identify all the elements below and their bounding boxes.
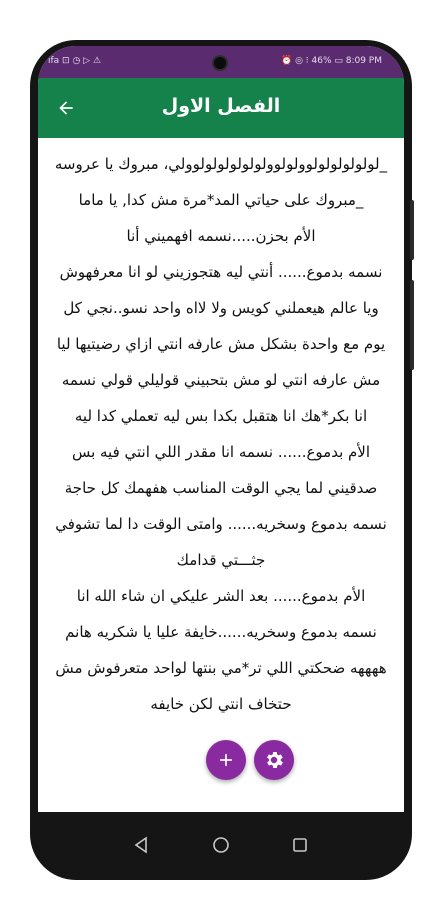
chapter-content[interactable]	[38, 146, 404, 812]
circle-home-icon	[211, 835, 231, 855]
paragraph: _لولولولولولوولولوولولولولولولوولي، مبروك يا عروسه	[54, 155, 388, 173]
system-nav-bar	[30, 812, 412, 880]
app-bar	[38, 78, 404, 138]
volume-button	[410, 280, 414, 370]
front-camera	[212, 55, 228, 71]
paragraph: الأم بدموع...... بعد الشر عليكي ان شاء الله انا	[76, 587, 366, 605]
triangle-back-icon	[132, 836, 150, 854]
paragraph: نسمه بدموع وسخريه......خايفة عليا يا شكريه هانم ههههه ضحكتي اللي تر*مي بنتها لواحد متعرفوش مش حتخاف انتي لكن خايفه	[55, 623, 387, 713]
settings-button[interactable]	[254, 740, 294, 780]
nav-home-button[interactable]	[208, 832, 234, 858]
add-button[interactable]	[206, 740, 246, 780]
nav-recents-button[interactable]	[287, 832, 313, 858]
paragraph: الأم بدموع...... نسمه انا مقدر اللي انتي فيه بس صدقيني لما يجي الوقت المناسب هفهمك كل حاجة	[64, 443, 378, 497]
power-button	[410, 200, 414, 260]
phone-screen	[38, 46, 404, 812]
paragraph: الأم بحزن.....نسمه افهميني أنا	[126, 227, 316, 245]
chapter-title: الفصل الاول	[161, 95, 281, 117]
status-bar	[38, 46, 404, 78]
paragraph: نسمه بدموع...... أنتي ليه هتجوزيني لو انا معرفهوش ويا عالم هيعملني كويس ولا لااه واحد نسو..نجي كل يوم مع واحدة بشكل مش عارفه انتي ازاي رضيتيها ليا مش عارفه انتي لو مش بتحبيني قوليلي قولي نسمه انا بكر*هك انا هتقبل بكدا بس ليه تعملي كدا ليه	[56, 263, 386, 425]
status-right-info: ⏰ ◎ ⁝ 46% ▭ 8:09 PM	[281, 56, 382, 66]
paragraph: نسمه بدموع وسخريه...... وامتى الوقت دا لما تشوفي جثـــتي قدامك	[55, 515, 387, 569]
paragraph: _مبروك على حياتي المد*مرة مش كدا, يا ماما	[78, 191, 364, 209]
phone-frame	[30, 40, 412, 880]
gear-icon	[263, 749, 285, 771]
square-recents-icon	[291, 836, 309, 854]
status-left-icons: ifa ⊡ ◷ ▷ ⚠	[48, 56, 102, 66]
plus-icon	[216, 750, 236, 770]
nav-back-button[interactable]	[128, 832, 154, 858]
